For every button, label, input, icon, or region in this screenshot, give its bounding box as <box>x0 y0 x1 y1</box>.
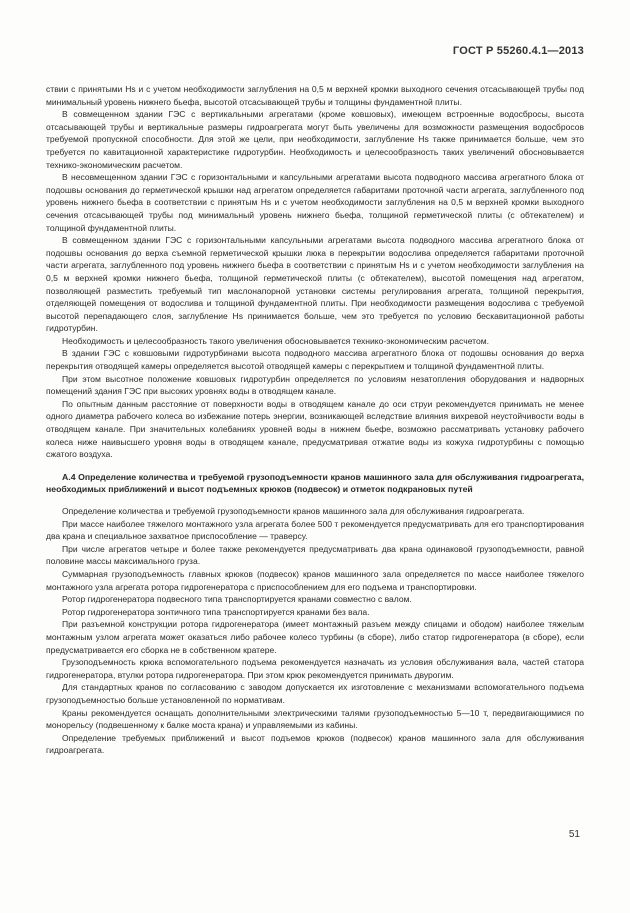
section-heading: А.4 Определение количества и требуемой грузоподъемности кранов машинного зала для обслуживания гидроагрегата, необходимых приближений и высот подъемных крюков (подвесок) и отметок подкрановых путей <box>46 471 584 495</box>
page-number: 51 <box>568 829 580 840</box>
paragraph: В здании ГЭС с ковшовыми гидротурбинами высота подводного массива агрегатного блока от подошвы основания до верха перекрытия отводящей камеры определяется высотой отводящей камеры с перекрытием и толщиной фундаментной плиты. <box>46 348 584 372</box>
paragraph: Определение требуемых приближений и высот подъемов крюков (подвесок) кранов машинного зала для обслуживания гидроагрегата. <box>46 732 584 756</box>
paragraph: Краны рекомендуется оснащать дополнительными электрическими талями грузоподъемностью 5—10 т, передвигающимися по монорельсу (подвешенному к балке моста крана) и управляемыми из кабины. <box>46 707 584 731</box>
paragraph: Суммарная грузоподъемность главных крюков (подвесок) кранов машинного зала определяется по массе наиболее тяжелого монтажного узла агрегата ротора гидрогенератора с приспособлением для его подъема и транспортировки. <box>46 568 584 592</box>
paragraph: Необходимость и целесообразность такого увеличения обосновывается технико-экономическим расчетом. <box>62 335 489 346</box>
paragraph: В совмещенном здании ГЭС с горизонтальными капсульными агрегатами высота подводного массива агрегатного блока от подошвы основания до верха съемной герметической крышки люка в перекрытии водослива определяется габаритами проточной части агрегата, заглубленного под уровень нижнего бьефа в соответствии с принятым Hs и с учетом необходимости заглубления на 0,5 м верхней кромки нижнего бьефа, толщиной герметической плиты (с обтекателем), высотой помещения над агрегатом, позволяющей разместить требуемый тип маслонапорной установки системы регулирования агрегата, толщиной перекрытия, отделяющей помещения от водослива и толщиной фундаментной плиты. При необходимости размещения водослива с требуемой высотой перепадающего слоя, заглубление Hs принимается больше, чем это требуется по условию бескавитационной работы гидротурбин. <box>46 235 584 334</box>
paragraph: При массе наиболее тяжелого монтажного узла агрегата более 500 т рекомендуется предусматривать для его транспортирования два крана и специальное захватное приспособление — траверсу. <box>46 518 584 542</box>
document-body <box>46 83 584 757</box>
paragraph: Ротор гидрогенератора зонтичного типа транспортируется кранами без вала. <box>62 606 370 617</box>
paragraph: ствии с принятыми Hs и с учетом необходимости заглубления на 0,5 м верхней кромки выходного сечения отсасывающей трубы под минимальный уровень нижнего бьефа, высотой отсасывающей трубы и толщины фундаментной плиты. <box>46 84 584 107</box>
standard-header: ГОСТ Р 55260.4.1—2013 <box>452 45 584 57</box>
paragraph: В совмещенном здании ГЭС с вертикальными агрегатами (кроме ковшовых), имеющем встроенные водосбросы, высота отсасывающей трубы и вертикальные размеры гидроагрегата могут быть увеличены для возможности размещения водосбросов требуемой пропускной способности. Для этой же цели, при необходимости, заглубление Hs также принимается больше, чем это требуется по кавитационной характеристике гидротурбин. Необходимость и целесообразность таких увеличений обосновывается технико-экономическим расчетом. <box>46 109 584 170</box>
paragraph: При этом высотное положение ковшовых гидротурбин определяется по условиям незатопления оборудования и надворных помещений здания ГЭС при высоких уровнях воды в отводящем канале. <box>46 373 584 397</box>
paragraph: Для стандартных кранов по согласованию с заводом допускается их изготовление с механизмами вспомогательного подъема грузоподъемностью больше установленной по нормативам. <box>46 682 584 705</box>
paragraph: По опытным данным расстояние от поверхности воды в отводящем канале до оси струи рекомендуется принимать не менее одного диаметра рабочего колеса во избежание потерь энергии, возникающей вследствие влияния вихревой неустойчивости воды в отводящем канале. При значительных колебаниях уровней воды в нижнем бьефе, возможно рассматривать установку рабочего колеса ниже наивысшего уровня воды в отводящем канале, предусматривая отжатие воды из кожуха гидротурбины с помощью сжатого воздуха. <box>46 398 584 460</box>
paragraph: Определение количества и требуемой грузоподъемности кранов машинного зала для обслуживания гидроагрегата. <box>62 506 525 516</box>
paragraph: При числе агрегатов четыре и более также рекомендуется предусматривать два крана одинаковой грузоподъемности, равной половине массы максимального груза. <box>46 543 584 567</box>
paragraph: При разъемной конструкции ротора гидрогенератора (имеет монтажный разъем между спицами и ободом) наиболее тяжелым монтажным узлом агрегата может оказаться либо рабочее колесо турбины (в сборе), либо статор гидрогенератора (в сборе), если предусматривается его сборка не в собственном кратере. <box>46 619 584 655</box>
paragraph: Грузоподъемность крюка вспомогательного подъема рекомендуется назначать из условия обслуживания вала, частей статора гидрогенератора, втулки ротора гидрогенератора. При этом крюк рекомендуется принимать двурогим. <box>46 657 584 680</box>
paragraph: Ротор гидрогенератора подвесного типа транспортируется кранами совместно с валом. <box>62 594 412 605</box>
paragraph: В несовмещенном здании ГЭС с горизонтальными и капсульными агрегатами высота подводного массива агрегатного блока от подошвы основания до герметической крышки над агрегатом определяется габаритами проточной части агрегата, заглубленного под уровень нижнего бьефа в соответствии с принятым Hs и с учетом необходимости заглубления на 0,5 м верхней кромки выходного сечения отсасывающей трубы под минимальный уровень нижнего бьефа, толщиной герметической плиты (с обтекателем) и толщиной фундаментной плиты. <box>46 172 584 233</box>
